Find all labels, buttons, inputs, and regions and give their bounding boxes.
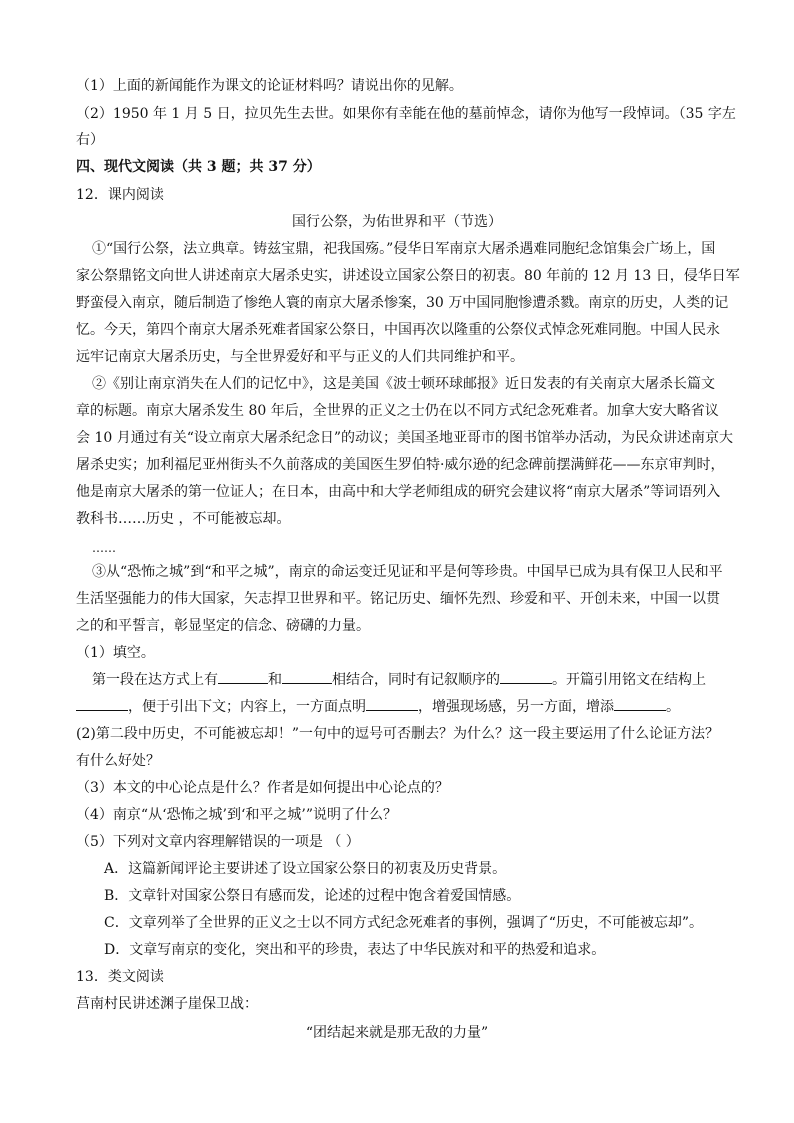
question-12-5: （5）下列对文章内容理解错误的一项是 （ ） <box>76 834 360 850</box>
paragraph-2-line: ②《别让南京消失在人们的记忆中》，这是美国《波士顿环球邮报》近日发表的有关南京大屠杀长篇文 <box>92 376 715 392</box>
reading-title: “团结起来就是那无敌的力量” <box>305 1025 489 1041</box>
fill-text: ，增强现场感，另一方面，增添 <box>418 699 614 715</box>
reading-intro: 莒南村民讲述渊子崖保卫战： <box>76 996 258 1012</box>
paragraph-2-line: 章的标题。南京大屠杀发生 80 年后，全世界的正义之士仍在以不同方式纪念死难者。加拿大安大略省议 <box>76 403 719 419</box>
fill-text: ，便于引出下文；内容上，一方面点明 <box>128 699 366 715</box>
question-11-2-cont: 右） <box>76 132 104 148</box>
paragraph-2-line: 屠杀史实；加利福尼亚州街头不久前落成的美国医生罗伯特·威尔逊的纪念碑前摆满鲜花——东京审判时， <box>76 457 725 473</box>
answer-blank[interactable] <box>282 669 332 684</box>
answer-blank[interactable] <box>366 696 418 711</box>
fill-blank-line-2 <box>76 696 720 718</box>
question-12-2-cont: 有什么好处？ <box>76 753 160 769</box>
question-13-label: 13．类文阅读 <box>76 969 164 985</box>
fill-text: 和 <box>268 672 282 688</box>
section-heading: 四、现代文阅读（共 3 题；共 37 分） <box>76 159 321 175</box>
option-d[interactable]: D．文章写南京的变化，突出和平的珍贵，表达了中华民族对和平的热爱和追求。 <box>104 942 606 958</box>
paragraph-2-line: 会 10 月通过有关“设立南京大屠杀纪念日”的动议；美国圣地亚哥市的图书馆举办活动，为民众讲述南京大 <box>76 430 734 446</box>
paragraph-1-line: 家公祭鼎铭文向世人讲述南京大屠杀史实，讲述设立国家公祭日的初衷。80 年前的 12 月 13 日，侵华日军 <box>76 268 740 284</box>
paragraph-1-line: ①“国行公祭，法立典章。铸兹宝鼎，祀我国殇。”侵华日军南京大屠杀遇难同胞纪念馆集会广场上，国 <box>92 241 716 257</box>
option-c[interactable]: C．文章列举了全世界的正义之士以不同方式纪念死难者的事例，强调了“历史，不可能被忘却”。 <box>104 915 704 931</box>
option-b[interactable]: B．文章针对国家公祭日有感而发，论述的过程中饱含着爱国情感。 <box>104 888 521 904</box>
paragraph-3-line: 生活坚强能力的伟大国家，矢志捍卫世界和平。铭记历史、缅怀先烈、珍爱和平、开创未来，中国一以贯 <box>76 591 720 607</box>
paragraph-3-line: ③从“恐怖之城”到“和平之城”，南京的命运变迁见证和平是何等珍贵。中国早已成为具有保卫人民和平 <box>92 564 723 580</box>
paragraph-3-line: 之的和平誓言，彰显坚定的信念、磅礴的力量。 <box>76 618 370 634</box>
paragraph-1-line: 远牢记南京大屠杀历史，与全世界爱好和平与正义的人们共同维护和平。 <box>76 349 524 365</box>
fill-text: 相结合，同时有记叙顺序的 <box>332 672 500 688</box>
question-12-2: (2)第二段中历史，不可能被忘却！”一句中的逗号可否删去？为什么？这一段主要运用了什么论证方法？ <box>76 726 719 742</box>
question-12-1: （1）填空。 <box>76 645 155 661</box>
paragraph-1-line: 野蛮侵入南京，随后制造了惨绝人寰的南京大屠杀惨案，30 万中国同胞惨遭杀戮。南京的历史，人类的记 <box>76 295 729 311</box>
question-12-label: 12．课内阅读 <box>76 187 164 203</box>
answer-blank[interactable] <box>500 669 552 684</box>
question-11-2: （2）1950 年 1 月 5 日，拉贝先生去世。如果你有幸能在他的墓前悼念，请你为他写一段悼词。（35 字左 <box>76 106 736 122</box>
ellipsis: …… <box>92 541 116 555</box>
option-a[interactable]: A．这篇新闻评论主要讲述了设立国家公祭日的初衷及历史背景。 <box>104 861 507 877</box>
answer-blank[interactable] <box>218 669 268 684</box>
fill-text: 。开篇引用铭文在结构上 <box>552 672 706 688</box>
paragraph-1-line: 忆。今天，第四个南京大屠杀死难者国家公祭日，中国再次以隆重的公祭仪式悼念死难同胞。中国人民永 <box>76 322 720 338</box>
article-title: 国行公祭，为佑世界和平（节选） <box>292 214 502 230</box>
question-12-4: （4）南京“从‘恐怖之城’到‘和平之城’”说明了什么？ <box>76 807 398 823</box>
answer-blank[interactable] <box>76 696 128 711</box>
fill-blank-line-1 <box>92 669 736 691</box>
question-11-1: （1）上面的新闻能作为课文的论证材料吗？请说出你的见解。 <box>76 78 463 94</box>
question-12-3: （3）本文的中心论点是什么？作者是如何提出中心论点的？ <box>76 780 449 796</box>
paragraph-2-line: 教科书……历史 ，不可能被忘却。 <box>76 511 291 527</box>
paragraph-2-line: 他是南京大屠杀的第一位证人；在日本，由高中和大学老师组成的研究会建议将“南京大屠杀”等词语列入 <box>76 484 721 500</box>
fill-text: 第一段在达方式上有 <box>92 672 218 688</box>
answer-blank[interactable] <box>614 696 666 711</box>
fill-text: 。 <box>666 699 680 715</box>
